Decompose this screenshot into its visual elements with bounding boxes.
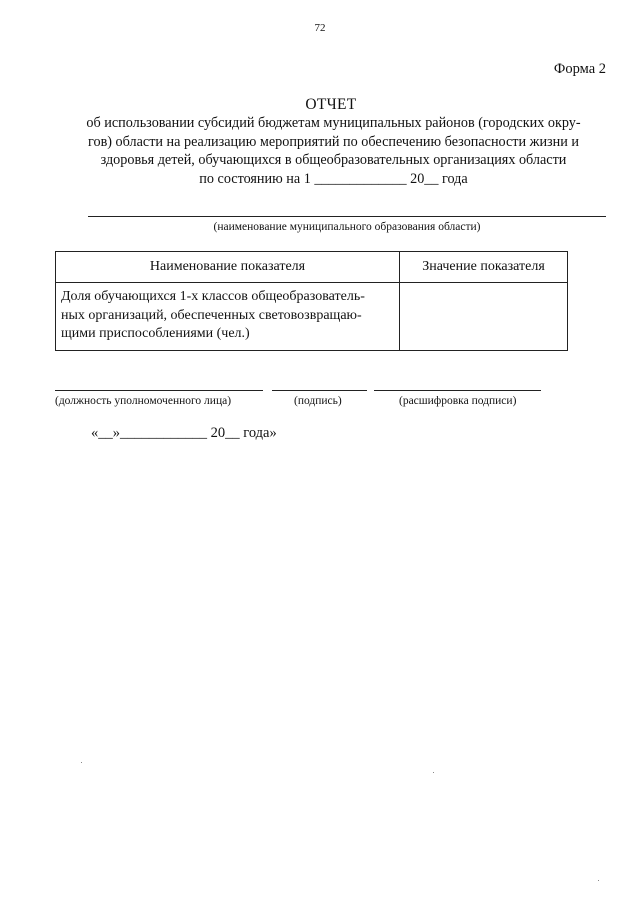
- scan-speck: [598, 880, 599, 881]
- indicator-line: щими приспособлениями (чел.): [61, 326, 250, 341]
- report-title: ОТЧЕТ: [305, 96, 357, 113]
- table-header-row: [56, 252, 568, 283]
- report-subtitle: [50, 114, 617, 188]
- scan-speck: [433, 772, 434, 773]
- indicator-line: Доля обучающихся 1-х классов общеобразователь-: [61, 289, 365, 304]
- subtitle-line: гов) области на реализацию мероприятий по обеспечению безопасности жизни и: [88, 133, 579, 150]
- column-header-value: Значение показателя: [400, 252, 568, 283]
- date-line: «__»____________ 20__ года»: [91, 425, 277, 441]
- subtitle-line: здоровья детей, обучающихся в общеобразовательных организациях области: [100, 152, 567, 168]
- org-name-field-line[interactable]: [88, 216, 606, 217]
- subtitle-line: по состоянию на 1 _____________ 20__ года: [199, 170, 468, 187]
- signature-caption: (подпись): [294, 395, 342, 407]
- decoding-caption: (расшифровка подписи): [399, 395, 517, 407]
- decoding-field-line[interactable]: [374, 390, 541, 391]
- indicators-table: [55, 251, 568, 351]
- position-caption: (должность уполномоченного лица): [55, 395, 232, 407]
- signature-field-line[interactable]: [272, 390, 367, 391]
- column-header-indicator: Наименование показателя: [56, 252, 400, 283]
- page-number: 72: [314, 22, 326, 34]
- indicator-cell: [56, 283, 400, 351]
- value-cell[interactable]: [400, 283, 568, 351]
- scan-speck: [81, 762, 82, 763]
- org-name-caption: (наименование муниципального образования области): [213, 221, 481, 233]
- position-field-line[interactable]: [55, 390, 263, 391]
- form-label: Форма 2: [553, 61, 606, 77]
- indicator-line: ных организаций, обеспеченных световозвращаю-: [61, 307, 362, 323]
- subtitle-line: об использовании субсидий бюджетам муниципальных районов (городских окру-: [86, 115, 581, 131]
- table-row: [56, 283, 568, 351]
